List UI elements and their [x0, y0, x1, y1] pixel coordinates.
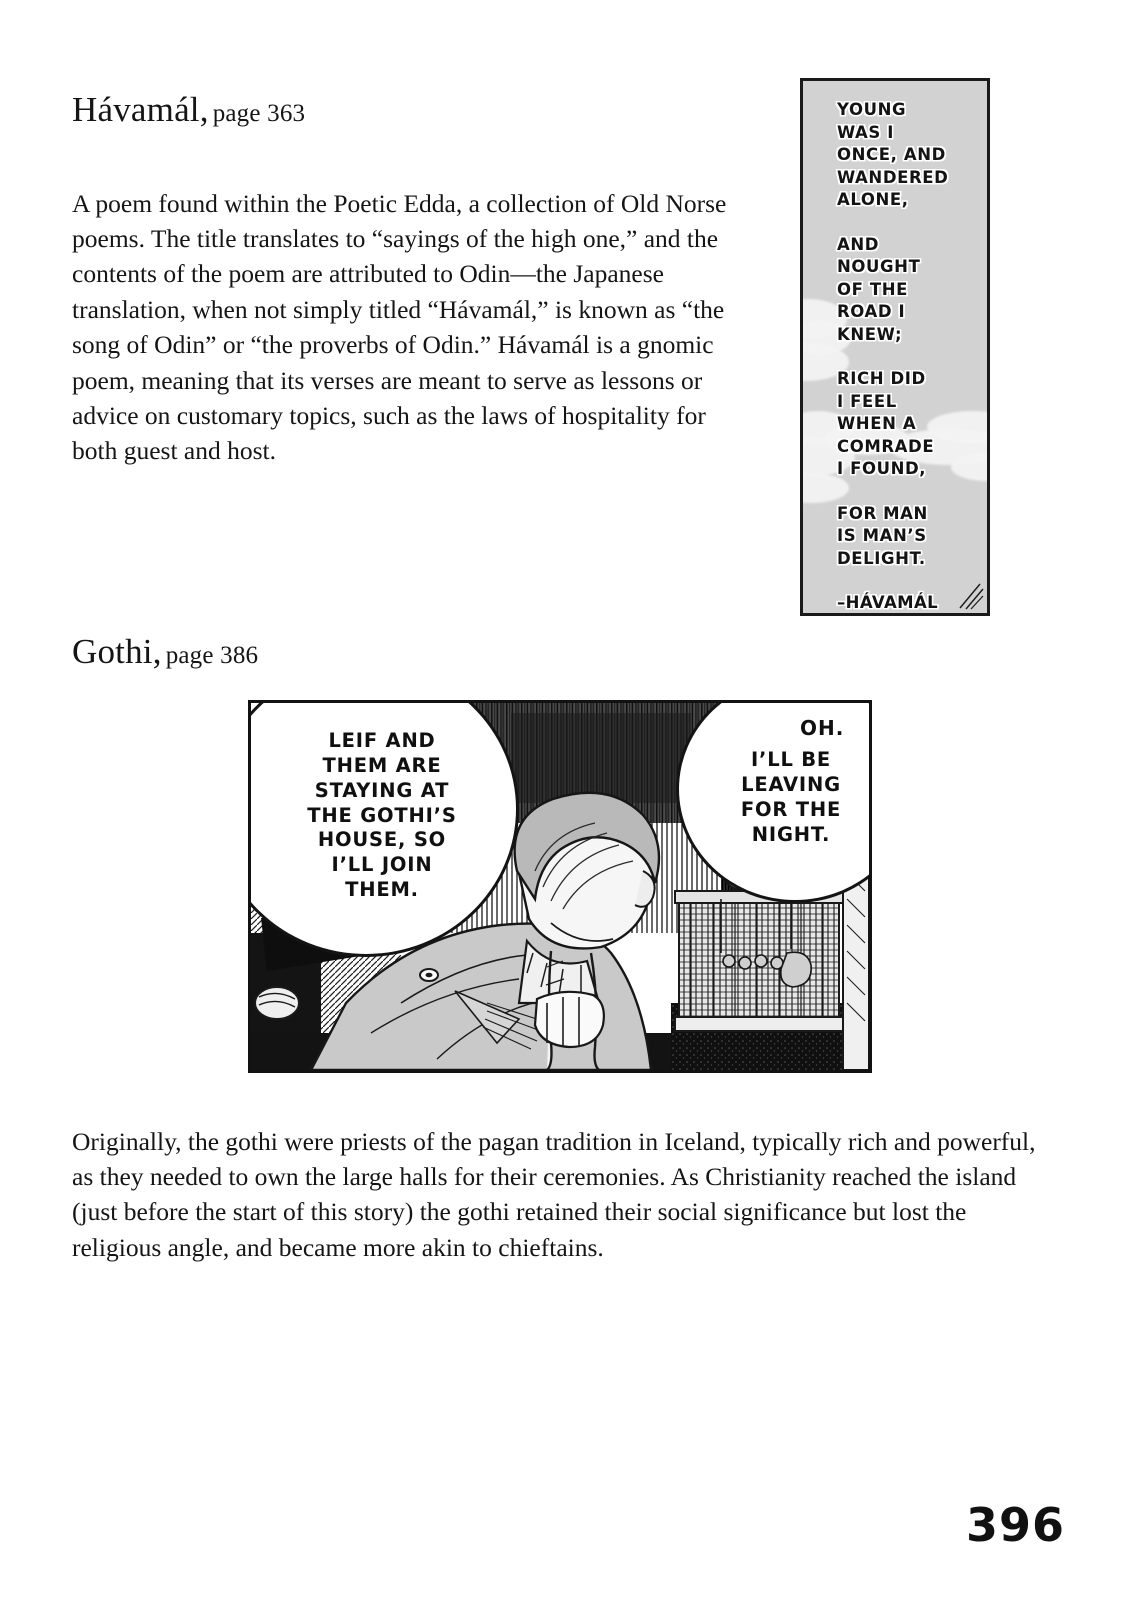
- section-term: Gothi,: [72, 632, 162, 671]
- section-heading-gothi: [72, 632, 258, 672]
- section-term: Hávamál,: [72, 90, 209, 129]
- quote-text-block: [803, 81, 987, 615]
- quote-stanza: RICH DID I FEEL WHEN A COMRADE I FOUND,: [837, 369, 935, 478]
- page-number: 396: [965, 1498, 1065, 1552]
- havamal-quote-panel: [800, 78, 990, 616]
- quote-stanza: AND NOUGHT OF THE ROAD I KNEW;: [837, 234, 921, 344]
- paragraph-gothi: Originally, the gothi were priests of the pagan tradition in Iceland, typically rich and powerful, as they needed to own the large halls for their ceremonies. As Christianity reached the island (just before the start of this story) the gothi retained their social significance but lost the religious angle, and became more akin to chieftains.: [72, 1126, 1036, 1262]
- panel-corner-mark-icon: [958, 580, 984, 610]
- section-heading-havamal: [72, 90, 305, 130]
- quote-stanza: FOR MAN IS MAN’S DELIGHT.: [837, 503, 928, 568]
- quote-attribution: –HÁVAMÁL: [837, 593, 939, 612]
- paragraph-havamal: A poem found within the Poetic Edda, a collection of Old Norse poems. The title translates to “sayings of the high one,” and the contents of the poem are attributed to Odin—the Japanese translation, when not simply titled “Hávamál,” is known as “the song of Odin” or “the proverbs of Odin.” Hávamál is a gnomic poem, meaning that its verses are meant to serve as lessons or advice on customary topics, such as the laws of hospitality for both guest and host.: [72, 188, 727, 466]
- speech-bubble-left-text: LEIF AND THEM ARE STAYING AT THE GOTHI’S HOUSE, SO I’LL JOIN THEM.: [307, 728, 457, 902]
- section-page-reference: page 386: [165, 642, 259, 669]
- sound-effect-oh: OH.: [800, 716, 845, 740]
- gothi-manga-panel: [248, 700, 872, 1073]
- quote-stanza: YOUNG WAS I ONCE, AND WANDERED ALONE,: [837, 100, 949, 209]
- speech-bubble-right-text: I’LL BE LEAVING FOR THE NIGHT.: [740, 748, 842, 846]
- section-page-reference: page 363: [212, 100, 306, 127]
